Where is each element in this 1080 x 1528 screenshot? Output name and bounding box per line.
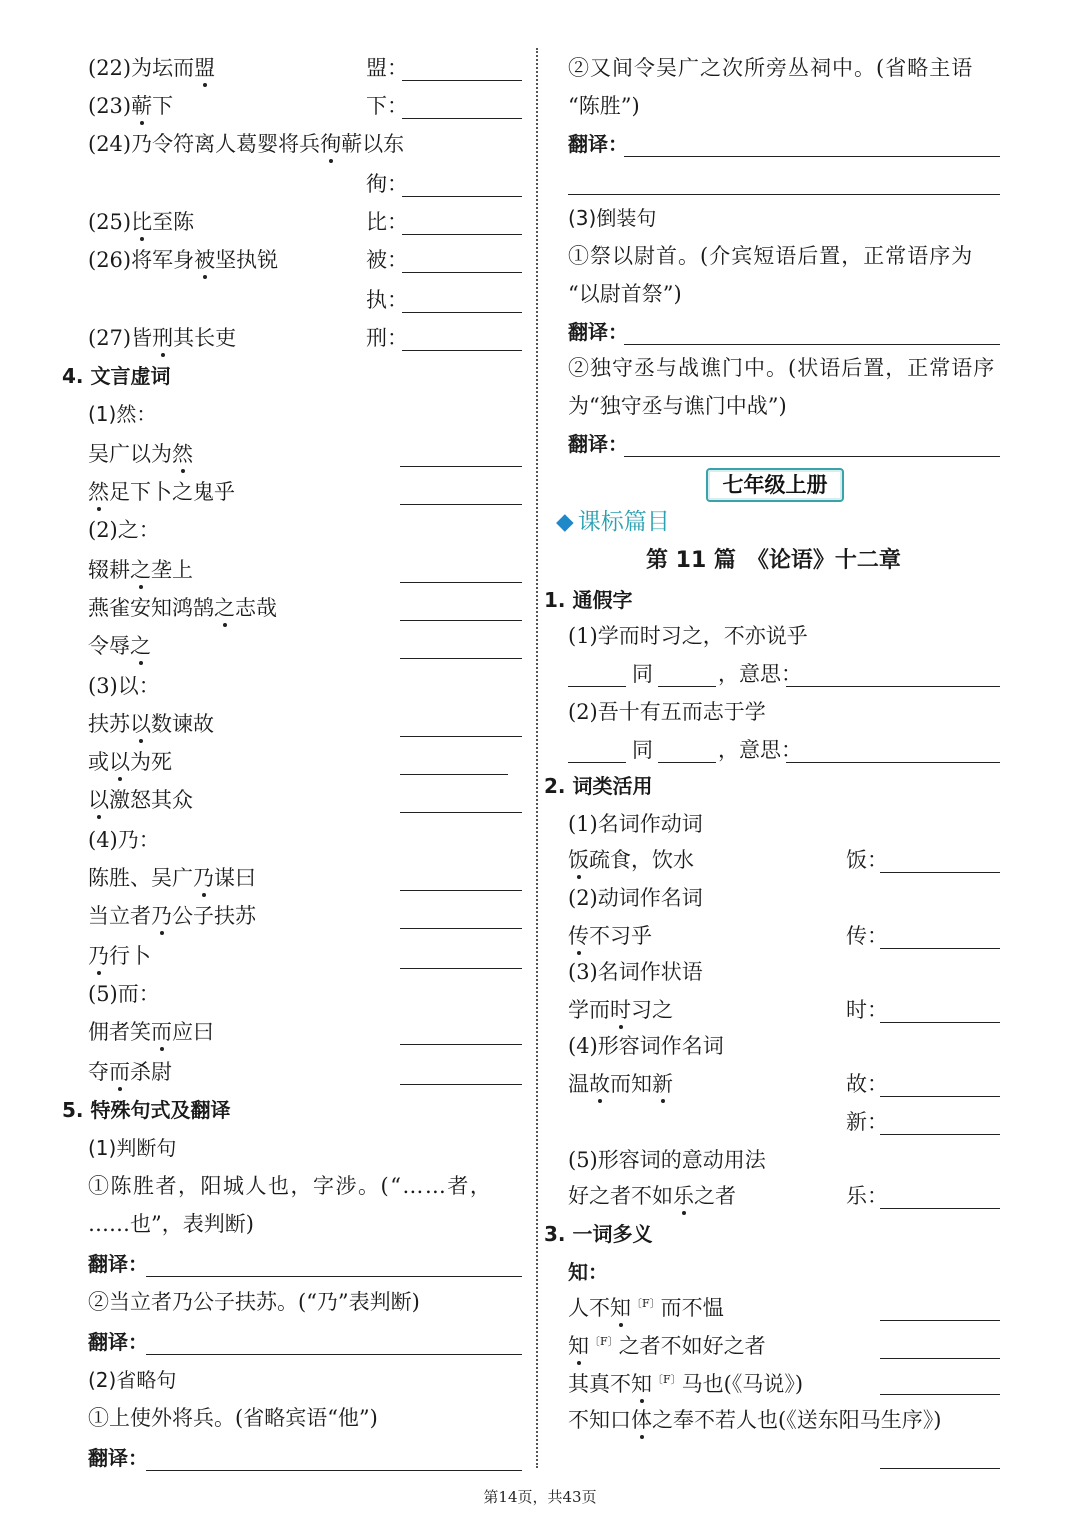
cilei-label-4b: 新： (846, 1110, 888, 1134)
column-divider (536, 48, 538, 1468)
cilei-head-1: (1)名词作动词 (568, 812, 703, 836)
duoyi-item-1: 人不知$^{〔F〕}$而不愠 (568, 1296, 724, 1320)
cilei-item-2: 传不习乎 (568, 924, 652, 948)
diamond-icon: ◆ (556, 509, 574, 535)
translate-label: 翻译： (568, 132, 628, 156)
vocab-label-27: 刑： (366, 326, 408, 350)
answer-blank[interactable] (786, 686, 1000, 687)
answer-blank[interactable] (880, 948, 1000, 949)
tong-label: 同 (632, 738, 653, 762)
answer-blank[interactable] (880, 1208, 1000, 1209)
answer-blank[interactable] (400, 736, 522, 737)
xuci-item: 或以为死 (88, 750, 172, 774)
answer-blank[interactable] (400, 1044, 522, 1045)
answer-blank[interactable] (402, 196, 522, 197)
xuci-head-5: (5)而： (88, 982, 160, 1006)
xuci-item: 夺而杀尉 (88, 1060, 172, 1084)
page-number: 第14页，共43页 (483, 1488, 597, 1506)
answer-blank[interactable] (568, 762, 626, 763)
cilei-item-3: 学而时习之 (568, 998, 673, 1022)
answer-blank[interactable] (400, 620, 522, 621)
xuci-item: 以激怒其众 (88, 788, 193, 812)
translation-blank[interactable] (624, 156, 1000, 157)
translate-label: 翻译： (568, 432, 628, 456)
answer-blank[interactable] (400, 504, 522, 505)
vocab-item-23: (23)蕲下 (88, 94, 174, 118)
vocab-label-22: 盟： (366, 56, 408, 80)
answer-blank[interactable] (880, 1320, 1000, 1321)
answer-blank[interactable] (400, 658, 522, 659)
xuci-item: 乃行卜 (88, 944, 151, 968)
section-heading (556, 506, 670, 538)
answer-blank[interactable] (400, 812, 522, 813)
chapter-title: 第 11 篇 《论语》十二章 (646, 548, 901, 573)
inversion-sentence-2-cont: 为“独守丞与谯门中战”) (568, 394, 787, 418)
duoyi-item-2: 知$^{〔F〕}$之者不如好之者 (568, 1334, 766, 1358)
cilei-item-4: 温故而知新 (568, 1072, 673, 1096)
translate-label: 翻译： (88, 1446, 148, 1470)
answer-blank[interactable] (880, 1134, 1000, 1135)
xuci-head-1: (1)然： (88, 402, 157, 426)
translation-blank[interactable] (624, 344, 1000, 345)
xuci-item: 当立者乃公子扶苏 (88, 904, 256, 928)
vocab-item-27: (27)皆刑其长吏 (88, 326, 237, 350)
xuci-head-3: (3)以： (88, 674, 160, 698)
vocab-label-26b: 执： (366, 288, 408, 312)
vocab-label-25: 比： (366, 210, 408, 234)
answer-blank[interactable] (568, 686, 626, 687)
cilei-label-2: 传： (846, 924, 888, 948)
answer-blank[interactable] (402, 118, 522, 119)
vocab-item-24: (24)乃令符离人葛婴将兵徇蕲以东 (88, 132, 405, 156)
judgement-head: (1)判断句 (88, 1136, 177, 1160)
duoyi-title: 3. 一词多义 (544, 1222, 653, 1246)
answer-blank[interactable] (880, 872, 1000, 873)
xuci-item: 吴广以为然 (88, 442, 193, 466)
inversion-sentence-1: ①祭以尉首。(介宾短语后置，正常语序为 (568, 244, 974, 268)
duoyi-item-3: 其真不知$^{〔F〕}$马也(《马说》) (568, 1372, 804, 1396)
cilei-head-4: (4)形容词作名词 (568, 1034, 724, 1058)
inversion-sentence-1-cont: “以尉首祭”) (568, 282, 682, 306)
answer-blank[interactable] (658, 686, 716, 687)
answer-blank[interactable] (400, 968, 522, 969)
vocab-item-22: (22)为坛而盟 (88, 56, 216, 80)
cilei-label-5: 乐： (846, 1184, 888, 1208)
yisi-label: ，意思： (718, 738, 802, 762)
tongjia-item-1: (1)学而时习之，不亦说乎 (568, 624, 808, 648)
answer-blank[interactable] (402, 350, 522, 351)
ellipsis-sentence-2-cont: “陈胜”) (568, 94, 640, 118)
inversion-sentence-2: ②独守丞与战谯门中。(状语后置，正常语序 (568, 356, 996, 380)
translation-blank[interactable] (146, 1276, 522, 1277)
cilei-item-1: 饭疏食，饮水 (568, 848, 694, 872)
translation-blank[interactable] (568, 194, 1000, 195)
cilei-item-5: 好之者不如乐之者 (568, 1184, 736, 1208)
duoyi-item-4: 不知口体之奉不若人也(《送东阳马生序》) (568, 1408, 942, 1432)
answer-blank[interactable] (786, 762, 1000, 763)
cilei-label-1: 饭： (846, 848, 888, 872)
xuci-item: 令辱之 (88, 634, 151, 658)
xuci-item: 燕雀安知鸿鹄之志哉 (88, 596, 277, 620)
answer-blank[interactable] (658, 762, 716, 763)
xuci-item: 辍耕之垄上 (88, 558, 193, 582)
answer-blank[interactable] (880, 1468, 1000, 1469)
xuci-item: 扶苏以数谏故 (88, 712, 214, 736)
ellipsis-sentence-1: ①上使外将兵。(省略宾语“他”) (88, 1406, 378, 1430)
cilei-label-4a: 故： (846, 1072, 888, 1096)
answer-blank[interactable] (400, 774, 508, 775)
answer-blank[interactable] (880, 1096, 1000, 1097)
vocab-label-24: 徇： (366, 172, 408, 196)
ellipsis-head: (2)省略句 (88, 1368, 177, 1392)
section-4-title: 4. 文言虚词 (62, 364, 171, 388)
cilei-head-2: (2)动词作名词 (568, 886, 703, 910)
cilei-title: 2. 词类活用 (544, 774, 653, 798)
judgement-sentence-1-cont: ……也”，表判断) (88, 1212, 254, 1236)
translation-blank[interactable] (624, 456, 1000, 457)
ellipsis-sentence-2: ②又间令吴广之次所旁丛祠中。(省略主语 (568, 56, 974, 80)
grade-badge: 七年级上册 (706, 468, 844, 502)
answer-blank[interactable] (400, 928, 522, 929)
xuci-item: 然足下卜之鬼乎 (88, 480, 235, 504)
tongjia-title: 1. 通假字 (544, 588, 633, 612)
translation-blank[interactable] (146, 1354, 522, 1355)
tong-label: 同 (632, 662, 653, 686)
vocab-label-23: 下： (366, 94, 408, 118)
answer-blank[interactable] (400, 1084, 522, 1085)
answer-blank[interactable] (402, 312, 522, 313)
xuci-item: 陈胜、吴广乃谋曰 (88, 866, 256, 890)
vocab-item-26: (26)将军身被坚执锐 (88, 248, 279, 272)
cilei-head-5: (5)形容词的意动用法 (568, 1148, 766, 1172)
answer-blank[interactable] (402, 234, 522, 235)
translate-label: 翻译： (88, 1330, 148, 1354)
answer-blank[interactable] (400, 466, 522, 467)
inversion-head: (3)倒装句 (568, 206, 657, 230)
xuci-head-2: (2)之： (88, 518, 160, 542)
translate-label: 翻译： (88, 1252, 148, 1276)
answer-blank[interactable] (402, 272, 522, 273)
translate-label: 翻译： (568, 320, 628, 344)
judgement-sentence-1: ①陈胜者，阳城人也，字涉。(“……者， (88, 1174, 493, 1198)
vocab-label-26a: 被： (366, 248, 408, 272)
cilei-label-3: 时： (846, 998, 888, 1022)
vocab-item-25: (25)比至陈 (88, 210, 195, 234)
tongjia-item-2: (2)吾十有五而志于学 (568, 700, 766, 724)
duoyi-word: 知： (568, 1260, 608, 1284)
xuci-item: 佣者笑而应曰 (88, 1020, 214, 1044)
section-heading-text: 课标篇目 (577, 509, 670, 535)
answer-blank[interactable] (400, 582, 522, 583)
answer-blank[interactable] (880, 1394, 1000, 1395)
xuci-head-4: (4)乃： (88, 828, 160, 852)
judgement-sentence-2: ②当立者乃公子扶苏。(“乃”表判断) (88, 1290, 420, 1314)
answer-blank[interactable] (400, 890, 522, 891)
answer-blank[interactable] (880, 1022, 1000, 1023)
translation-blank[interactable] (146, 1470, 522, 1471)
section-5-title: 5. 特殊句式及翻译 (62, 1098, 231, 1122)
cilei-head-3: (3)名词作状语 (568, 960, 703, 984)
answer-blank[interactable] (880, 1358, 1000, 1359)
yisi-label: ，意思： (718, 662, 802, 686)
answer-blank[interactable] (402, 80, 522, 81)
